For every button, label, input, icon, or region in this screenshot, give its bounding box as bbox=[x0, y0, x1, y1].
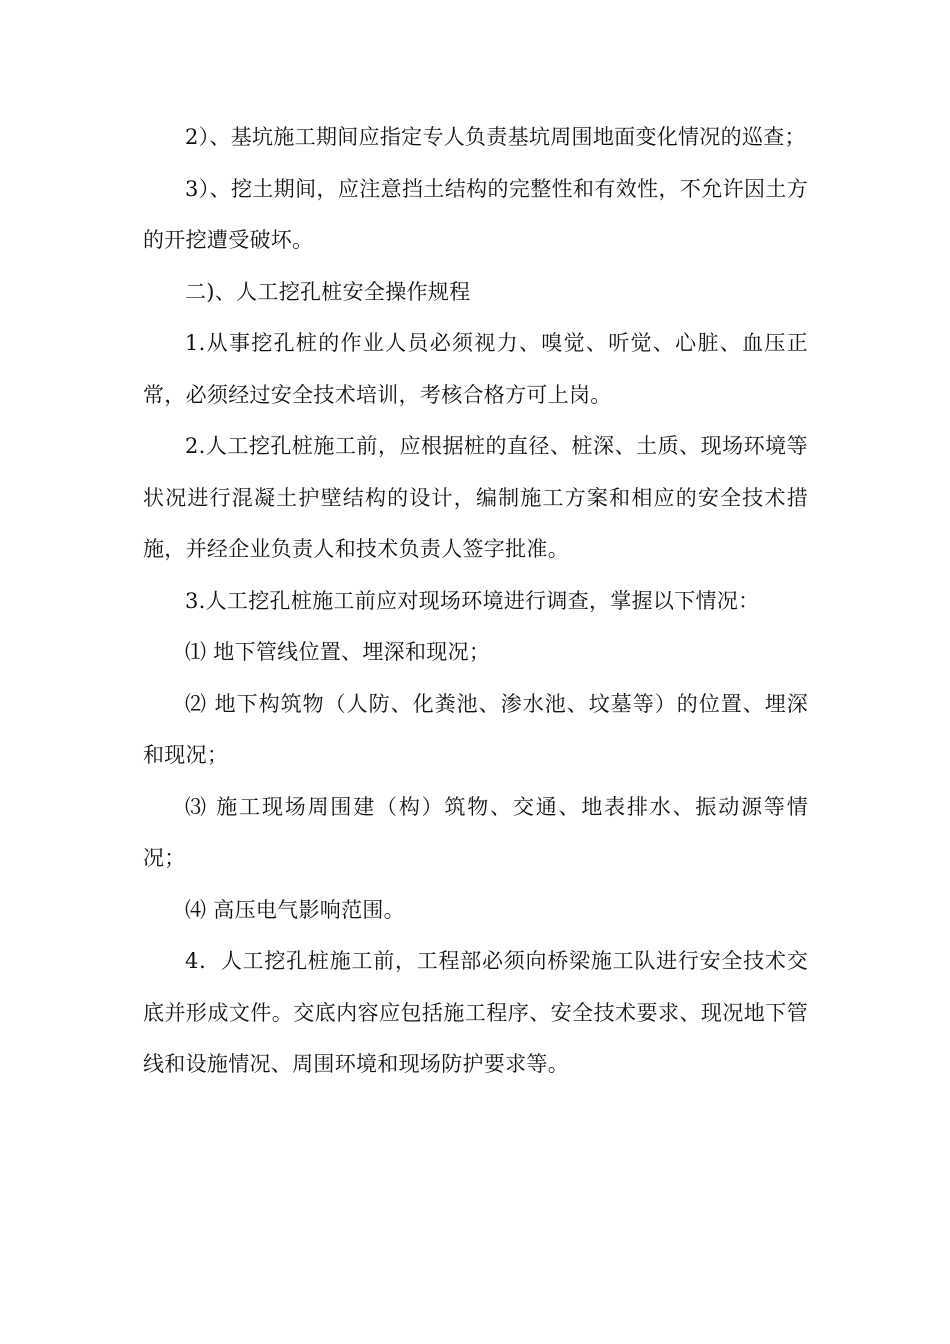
paragraph-subitem-3: ⑶ 施工现场周围建（构）筑物、交通、地表排水、振动源等情况； bbox=[143, 794, 808, 870]
paragraph-rule-3: 3.人工挖孔桩施工前应对现场环境进行调查，掌握以下情况： bbox=[185, 588, 760, 613]
paragraph-subitem-2: ⑵ 地下构筑物（人防、化粪池、渗水池、坟墓等）的位置、埋深和现况； bbox=[143, 691, 808, 767]
paragraph-item-2: 2）、基坑施工期间应指定专人负责基坑周围地面变化情况的巡查； bbox=[185, 125, 806, 149]
paragraph-rule-1: 1.从事挖孔桩的作业人员必须视力、嗅觉、听觉、心脏、血压正常，必须经过安全技术培训，考核合格方可上岗。 bbox=[143, 331, 808, 407]
document-body bbox=[143, 112, 808, 1091]
paragraph-subitem-1: ⑴ 地下管线位置、埋深和现况； bbox=[185, 640, 491, 664]
paragraph-rule-2: 2.人工挖孔桩施工前，应根据桩的直径、桩深、土质、现场环境等状况进行混凝土护壁结构的设计，编制施工方案和相应的安全技术措施，并经企业负责人和技术负责人签字批准。 bbox=[143, 434, 808, 561]
paragraph-item-3: 3）、挖土期间，应注意挡土结构的完整性和有效性，不允许因土方的开挖遭受破坏。 bbox=[143, 176, 808, 252]
section-heading: 二)、人工挖孔桩安全操作规程 bbox=[185, 279, 471, 304]
paragraph-subitem-4: ⑷ 高压电气影响范围。 bbox=[185, 897, 405, 922]
paragraph-rule-4: 4．人工挖孔桩施工前，工程部必须向桥梁施工队进行安全技术交底并形成文件。交底内容应包括施工程序、安全技术要求、现况地下管线和设施情况、周围环境和现场防护要求等。 bbox=[143, 949, 808, 1076]
